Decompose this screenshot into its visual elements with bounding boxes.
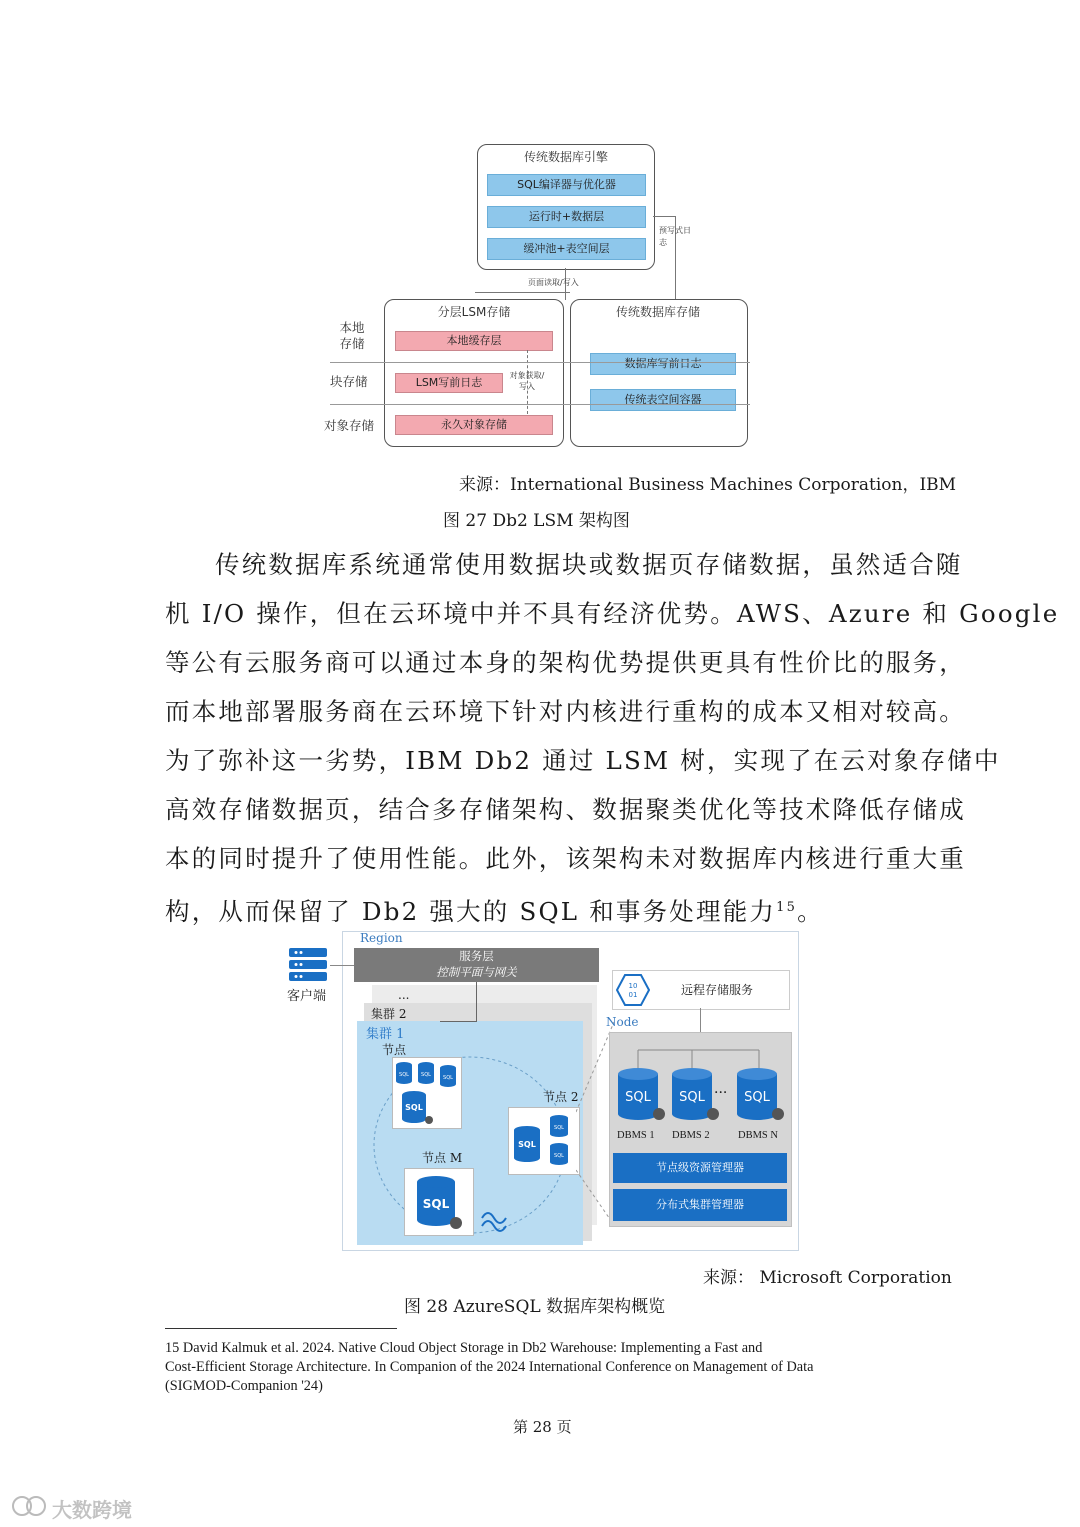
client-label: 客户端 xyxy=(287,989,327,1004)
node-panel-label: Node xyxy=(606,1015,639,1029)
row-sep-1 xyxy=(330,362,750,363)
body-line-8-end: 。 xyxy=(797,897,824,927)
wal-line-top xyxy=(653,216,675,217)
distributed-cluster-manager: 分布式集群管理器 xyxy=(613,1189,787,1221)
page-rw-label: 页面读取/写入 xyxy=(528,278,579,287)
nodeM-db-icon xyxy=(404,1170,474,1234)
svg-text:SQL: SQL xyxy=(744,1090,770,1105)
body-line-8 xyxy=(165,883,917,936)
body-line-8-text: 构，从而保留了 Db2 强大的 SQL 和事务处理能力 xyxy=(165,897,777,927)
nodeM-label: 节点 M xyxy=(422,1151,463,1165)
row-label-local xyxy=(337,320,367,352)
footnote-line-2: Cost-Efficient Storage Architecture. In Companion of the 2024 International Conference on Management of Data xyxy=(165,1359,814,1375)
engine-layer-buffer: 缓冲池+表空间层 xyxy=(487,238,646,260)
body-line-5: 为了弥补这一劣势，IBM Db2 通过 LSM 树，实现了在云对象存储中 xyxy=(165,746,1001,775)
footnote-ref[interactable]: 15 xyxy=(776,900,798,915)
cluster2-label: 集群 2 xyxy=(371,1007,407,1021)
fig27-caption: 图 27 Db2 LSM 架构图 xyxy=(443,511,630,531)
body-line-1-text: 传统数据库系统通常使用数据块或数据页存储数据，虽然适合随 xyxy=(215,550,963,579)
row-label-object: 对象存储 xyxy=(324,418,375,433)
service-layer xyxy=(354,948,599,982)
svg-text:SQL: SQL xyxy=(679,1090,705,1105)
fig28-source: 来源： Microsoft Corporation xyxy=(703,1268,952,1288)
footnote xyxy=(165,1339,813,1396)
svg-text:SQL: SQL xyxy=(443,1075,453,1081)
dbms-ellipsis: ··· xyxy=(714,1085,728,1101)
cluster-ellipsis: ... xyxy=(398,988,410,1002)
footnote-line-3: (SIGMOD-Companion '24) xyxy=(165,1378,323,1394)
svg-text:SQL: SQL xyxy=(625,1090,651,1105)
node2-label: 节点 2 xyxy=(543,1090,579,1104)
footnote-rule xyxy=(165,1328,397,1329)
row-label-block: 块存储 xyxy=(330,374,368,389)
svg-text:SQL: SQL xyxy=(554,1153,564,1159)
svg-text:10: 10 xyxy=(628,982,638,990)
dbms-n-label: DBMS N xyxy=(738,1130,778,1141)
trad-tablespace: 传统表空间容器 xyxy=(590,389,736,411)
dbms-2-label: DBMS 2 xyxy=(672,1130,710,1141)
trad-storage-title: 传统数据库存储 xyxy=(615,305,700,319)
node2-db-icons xyxy=(510,1110,576,1172)
node-top-db-icons xyxy=(394,1060,460,1126)
svg-text:SQL: SQL xyxy=(405,1103,423,1112)
body-paragraph xyxy=(165,540,1060,936)
service-to-node-h xyxy=(440,1021,477,1022)
remote-storage-label: 远程存储服务 xyxy=(681,983,754,997)
lsm-object-storage: 永久对象存储 xyxy=(395,415,553,435)
storage-icon xyxy=(616,974,650,1006)
body-line-2: 机 I/O 操作，但在云环境中并不具有经济优势。AWS、Azure 和 Google xyxy=(165,599,1060,628)
cluster1-label: 集群 1 xyxy=(366,1027,405,1042)
svg-text:SQL: SQL xyxy=(421,1072,431,1078)
client-line xyxy=(330,965,354,966)
obj-rw-label: 对象获取/写入 xyxy=(509,371,545,391)
service-layer-title: 服务层 xyxy=(459,949,494,963)
watermark-logo-icon xyxy=(10,1493,50,1519)
dbms-1-label: DBMS 1 xyxy=(617,1130,655,1141)
wal-label: 预写式日志 xyxy=(659,226,691,247)
body-line-7: 本的同时提升了使用性能。此外，该架构未对数据库内核进行重大重 xyxy=(165,844,966,873)
lsm-wal: LSM写前日志 xyxy=(395,373,503,393)
body-line-6: 高效存储数据页，结合多存储架构、数据聚类优化等技术降低存储成 xyxy=(165,795,966,824)
engine-title: 传统数据库引擎 xyxy=(523,150,608,164)
row-sep-2 xyxy=(330,404,750,405)
svg-text:01: 01 xyxy=(628,991,638,999)
node-top-label: 节点 xyxy=(382,1043,407,1057)
region-label: Region xyxy=(360,931,403,945)
server-icon xyxy=(288,947,328,983)
body-line-4: 而本地部署服务商在云环境下针对内核进行重构的成本又相对较高。 xyxy=(165,697,966,726)
engine-layer-runtime: 运行时+数据层 xyxy=(487,206,646,228)
footnote-line-1: 15 David Kalmuk et al. 2024. Native Cloud Object Storage in Db2 Warehouse: Implementing a Fast and xyxy=(165,1340,763,1356)
body-line-1 xyxy=(165,540,963,589)
svg-text:SQL: SQL xyxy=(422,1197,450,1211)
service-to-node-line xyxy=(476,982,477,1022)
engine-layer-sql: SQL编译器与优化器 xyxy=(487,174,646,196)
dbms-n-icon xyxy=(734,1066,786,1126)
watermark-text: 大数跨境 xyxy=(52,1498,132,1522)
svg-text:SQL: SQL xyxy=(518,1140,536,1149)
trad-db-wal: 数据库写前日志 xyxy=(590,353,736,375)
control-plane-label: 控制平面与网关 xyxy=(436,965,517,979)
node-resource-manager: 节点级资源管理器 xyxy=(613,1153,787,1183)
page-number: 第 28 页 xyxy=(513,1418,572,1436)
fig28-caption: 图 28 AzureSQL 数据库架构概览 xyxy=(404,1297,666,1317)
lsm-local-cache: 本地缓存层 xyxy=(395,331,553,351)
body-line-3: 等公有云服务商可以通过本身的架构优势提供更具有性价比的服务， xyxy=(165,648,966,677)
dbms-1-icon xyxy=(615,1066,667,1126)
page-rw-h xyxy=(475,292,570,293)
lsm-title: 分层LSM存储 xyxy=(437,305,511,319)
fig27-source: 来源：International Business Machines Corporation，IBM xyxy=(459,475,957,495)
svg-text:SQL: SQL xyxy=(554,1125,564,1131)
svg-text:SQL: SQL xyxy=(399,1072,409,1078)
row-label-local-text: 本地 存储 xyxy=(339,320,365,351)
